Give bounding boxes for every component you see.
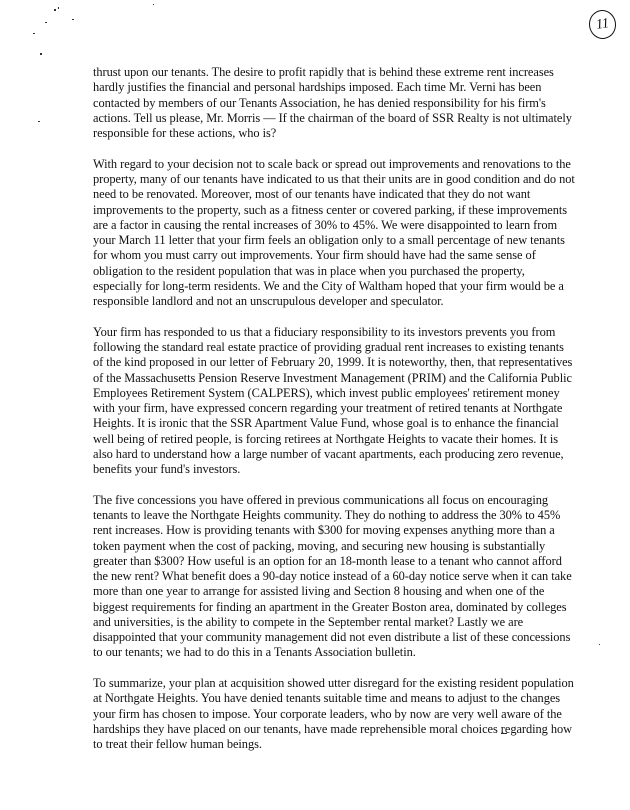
text-line: To summarize, your plan at acquisition showed utter disregard for the existing resident population (93, 676, 574, 690)
scan-speck (153, 4, 154, 5)
scan-speck (72, 19, 74, 20)
paragraph-responsibility (93, 65, 571, 141)
text-line: contacted by members of our Tenants Association, he has denied responsibility for his firm's (93, 95, 546, 110)
text-line: of the Massachusetts Pension Reserve Investment Management (PRIM) and the California Public (93, 370, 572, 385)
text-line: to treat their fellow human beings. (93, 737, 262, 751)
text-line: responsible for these actions, who is? (93, 126, 277, 140)
text-line: the new rent? What benefit does a 90-day notice instead of a 60-day notice serve when it can take (93, 569, 572, 583)
text-line: With regard to your decision not to scale back or spread out improvements and renovations to the (93, 156, 571, 171)
handwritten-page-number (587, 8, 618, 40)
text-line: need to be renovated. Moreover, most of our tenants have indicated that they do not want (93, 187, 531, 202)
page-number-text: 11 (594, 15, 610, 33)
text-line: token payment when the cost of packing, moving, and securing new housing is substantially (93, 538, 546, 553)
letter-body (93, 65, 575, 768)
text-line: Heights. It is ironic that the SSR Apartment Value Fund, whose goal is to enhance the financial (93, 416, 559, 431)
text-line: and universities, is the ability to compete in the September rental market? Lastly we are (93, 614, 524, 629)
text-line: improvements to the property, such as a fitness center or covered parking, if these improvements (93, 202, 568, 217)
text-line: greater than $300? How useful is an option for an 18-month lease to a tenant who cannot afford (93, 553, 562, 568)
text-line: well being of retired people, is forcing retirees at Northgate Heights to vacate their homes. It is (93, 431, 559, 446)
text-line: your March 11 letter that your firm feels an obligation only to a small percentage of new tenants (93, 233, 565, 247)
text-line: hardly justifies the financial and personal hardships imposed. Each time Mr. Verni has been (93, 80, 542, 95)
paragraph-summary (93, 676, 574, 752)
text-line: property, many of our tenants have indicated to us that their units are in good condition and do not (93, 172, 575, 186)
text-line: hardships they have placed on our tenants, have made reprehensible moral choices regarding how (93, 721, 573, 736)
text-line: tenants to leave the Northgate Heights community. They do nothing to address the 30% to 45% (93, 508, 561, 522)
text-line: The five concessions you have offered in previous communications all focus on encouraging (93, 492, 549, 507)
scan-speck (45, 22, 47, 23)
text-line: rent increases. How is providing tenants with $300 for moving expenses anything more than a (93, 523, 555, 538)
text-line: biggest requirements for finding an apartment in the Greater Boston area, dominated by colleges (93, 599, 567, 614)
text-line: actions. Tell us please, Mr. Morris — If the chairman of the board of SSR Realty is not ultimately (93, 110, 572, 125)
text-line: of the kind proposed in our letter of February 20, 1999. It is noteworthy, then, that representatives (93, 355, 573, 370)
text-line: Employees Retirement System (CALPERS), which invest public employees' retirement money (93, 385, 560, 400)
text-line: also hard to understand how a large number of vacant apartments, each producing zero revenue, (93, 446, 564, 461)
scan-speck (54, 9, 56, 11)
scan-speck (599, 644, 600, 645)
text-line: especially for long-term residents. We and the City of Waltham hoped that your firm would be a (93, 278, 564, 293)
text-line: for whom you must carry out improvements. Your firm should have had the same sense of (93, 248, 536, 263)
paragraph-improvements (93, 156, 575, 310)
text-line: thrust upon our tenants. The desire to profit rapidly that is behind these extreme rent increases (93, 65, 554, 79)
text-line: at Northgate Heights. You have denied tenants suitable time and means to adjust to the changes (93, 691, 561, 706)
paragraph-concessions (93, 493, 571, 661)
scan-speck (33, 33, 35, 34)
text-line: Your firm has responded to us that a fiduciary responsibility to its investors prevents you from (93, 324, 556, 339)
text-line: following the standard real estate practice of providing gradual rent increases to existing tenants (93, 340, 564, 354)
text-line: are a factor in causing the rental increases of 30% to 45%. We were disappointed to learn from (93, 217, 558, 232)
scan-speck (58, 7, 59, 9)
scan-speck (40, 53, 42, 55)
text-line: benefits your fund's investors. (93, 462, 241, 476)
text-line: to our tenants; we had to do this in a Tenants Association bulletin. (93, 645, 416, 660)
text-line: with your firm, have expressed concern regarding your treatment of retired tenants at Northgate (93, 401, 563, 415)
scan-speck (38, 121, 40, 122)
text-line: obligation to the resident population that was in place when you purchased the property, (93, 263, 525, 278)
text-line: responsible landlord and not an unscrupulous developer and speculator. (93, 294, 444, 308)
paragraph-fiduciary (93, 325, 571, 478)
text-line: more than one year to arrange for assisted living and Section 8 housing and when one of the (93, 584, 545, 599)
text-line: your firm has chosen to impose. Your corporate leaders, who by now are very well aware of the (93, 706, 562, 721)
text-line: disappointed that your community management did not even distribute a list of these concessions (93, 630, 571, 644)
